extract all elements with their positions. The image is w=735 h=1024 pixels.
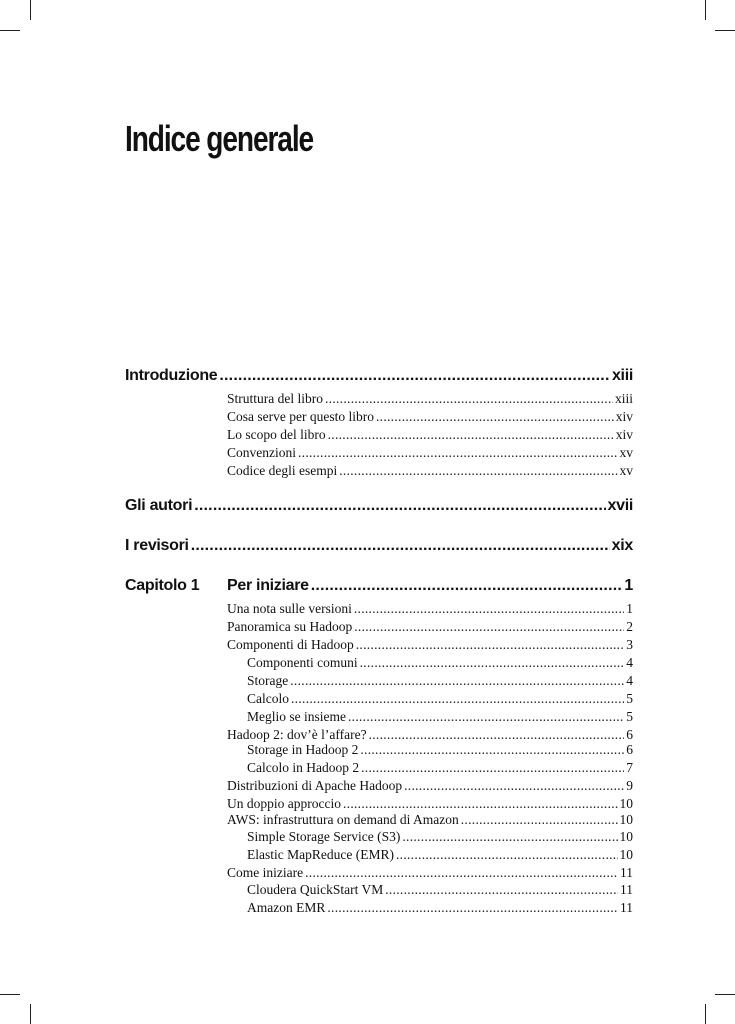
toc-entry-label: Distribuzioni di Apache Hadoop (227, 778, 403, 793)
toc-entry-page: 1 (626, 601, 633, 616)
toc-entry[interactable] (227, 463, 633, 481)
toc-entry-page: 1 (624, 577, 633, 594)
dot-leader (311, 577, 623, 595)
dot-leader (402, 829, 617, 845)
toc-entry-label: Convenzioni (227, 445, 296, 460)
dot-leader (354, 619, 624, 635)
toc-entry[interactable] (247, 655, 633, 673)
toc-entry-label: Lo scopo del libro (227, 427, 326, 442)
toc-entry[interactable] (227, 445, 633, 463)
dot-leader (404, 778, 624, 794)
toc-entry-introduzione[interactable] (125, 367, 633, 387)
toc-entry[interactable] (227, 601, 633, 619)
toc-entry-page: 11 (620, 900, 633, 915)
dot-leader (354, 601, 624, 617)
crop-mark (705, 0, 706, 20)
toc-entry[interactable] (247, 673, 633, 691)
crop-mark (0, 30, 20, 31)
page-title: Indice generale (125, 118, 314, 159)
dot-leader (361, 760, 624, 776)
toc-entry-page: xiii (614, 391, 633, 406)
toc-entry[interactable] (247, 882, 633, 900)
toc-entry[interactable] (227, 619, 633, 637)
toc-entry-gli-autori[interactable] (125, 497, 633, 517)
toc-entry-label: Hadoop 2: dov’è l’affare? (227, 727, 367, 742)
toc-entry-page: 6 (626, 742, 633, 757)
toc-entry-page: xiii (611, 367, 633, 384)
dot-leader (219, 367, 610, 385)
toc-entry[interactable] (247, 691, 633, 709)
toc-entry-label: Amazon EMR (247, 900, 326, 915)
dot-leader (396, 847, 618, 863)
toc-entry-label: Una nota sulle versioni (227, 601, 352, 616)
toc-entry[interactable] (247, 742, 633, 760)
toc-entry-label: Struttura del libro (227, 391, 323, 406)
toc-entry-page: 3 (626, 637, 633, 652)
toc-entry-label: Un doppio approccio (227, 796, 341, 811)
toc-entry-label: Codice degli esempi (227, 463, 338, 478)
dot-leader (327, 900, 618, 916)
toc-entry-page: 11 (620, 865, 633, 880)
toc-entry-label: Calcolo (247, 691, 289, 706)
toc-entry[interactable] (227, 778, 633, 796)
toc-entry[interactable] (247, 900, 633, 918)
toc-entry[interactable] (227, 409, 633, 427)
toc-entry[interactable] (227, 637, 633, 655)
crop-mark (30, 1004, 31, 1024)
toc-entry-page: 6 (626, 727, 633, 742)
crop-mark (0, 994, 20, 995)
toc-entry-label: Storage (247, 673, 289, 688)
toc-entry-page: xix (611, 537, 633, 554)
dot-leader (343, 796, 618, 812)
dot-leader (360, 655, 625, 671)
toc-entry-page: 5 (626, 691, 633, 706)
toc-entry-page: xiv (615, 409, 633, 424)
toc-entry-page: 9 (626, 778, 633, 793)
dot-leader (191, 537, 610, 555)
toc-entry[interactable] (247, 709, 633, 727)
toc-entry-label: Simple Storage Service (S3) (247, 829, 401, 844)
toc-entry[interactable] (247, 760, 633, 778)
crop-mark (715, 30, 735, 31)
toc-entry-page: 2 (626, 619, 633, 634)
toc-entry-page: xv (619, 463, 633, 478)
toc-entry-page: 10 (619, 796, 633, 811)
toc-entry-label: Per iniziare (227, 577, 309, 594)
dot-leader (298, 445, 618, 461)
toc-entry-label: Cloudera QuickStart VM (247, 882, 384, 897)
toc-entry-page: xvii (607, 497, 633, 514)
toc-entry-label: Gli autori (125, 497, 193, 514)
toc-entry-i-revisori[interactable] (125, 537, 633, 557)
dot-leader (461, 812, 618, 828)
toc-entry[interactable] (227, 391, 633, 409)
dot-leader (385, 882, 618, 898)
toc-entry-page: 10 (619, 847, 633, 862)
toc-entry-page: 11 (620, 882, 633, 897)
toc-entry-label: Meglio se insieme (247, 709, 346, 724)
toc-entry-label: Componenti comuni (247, 655, 358, 670)
toc-entry-page: 10 (619, 829, 633, 844)
dot-leader (360, 742, 624, 758)
dot-leader (356, 637, 625, 653)
chapter-number: Capitolo 1 (125, 577, 200, 594)
toc-entry-label: Calcolo in Hadoop 2 (247, 760, 360, 775)
toc-entry[interactable] (247, 829, 633, 847)
toc-entry-chapter-1[interactable] (227, 577, 633, 597)
toc-entry-label: Cosa serve per questo libro (227, 409, 374, 424)
toc-entry[interactable] (227, 865, 633, 883)
toc-entry-label: Introduzione (125, 367, 218, 384)
toc-entry-label: Componenti di Hadoop (227, 637, 354, 652)
crop-mark (705, 1004, 706, 1024)
crop-mark (30, 0, 31, 20)
toc-entry-page: 7 (626, 760, 633, 775)
dot-leader (369, 727, 625, 743)
dot-leader (348, 709, 624, 725)
toc-entry-page: 4 (626, 655, 633, 670)
toc-entry-label: Come iniziare (227, 865, 304, 880)
dot-leader (290, 673, 624, 689)
dot-leader (305, 865, 618, 881)
toc-entry[interactable] (227, 427, 633, 445)
toc-entry-page: xv (619, 445, 633, 460)
toc-entry-label: Elastic MapReduce (EMR) (247, 847, 394, 862)
toc-entry-page: 4 (626, 673, 633, 688)
dot-leader (291, 691, 624, 707)
dot-leader (328, 427, 614, 443)
toc-entry[interactable] (227, 812, 633, 830)
toc-entry-label: AWS: infrastruttura on demand di Amazon (227, 812, 459, 827)
toc-entry-label: Storage in Hadoop 2 (247, 742, 359, 757)
dot-leader (339, 463, 617, 479)
toc-entry[interactable] (247, 847, 633, 865)
toc-entry-page: 5 (626, 709, 633, 724)
crop-mark (715, 994, 735, 995)
toc-entry-label: Panoramica su Hadoop (227, 619, 353, 634)
dot-leader (376, 409, 614, 425)
dot-leader (194, 497, 605, 515)
toc-entry-label: I revisori (125, 537, 189, 554)
dot-leader (325, 391, 613, 407)
toc-entry-page: 10 (619, 812, 633, 827)
toc-entry-page: xiv (615, 427, 633, 442)
